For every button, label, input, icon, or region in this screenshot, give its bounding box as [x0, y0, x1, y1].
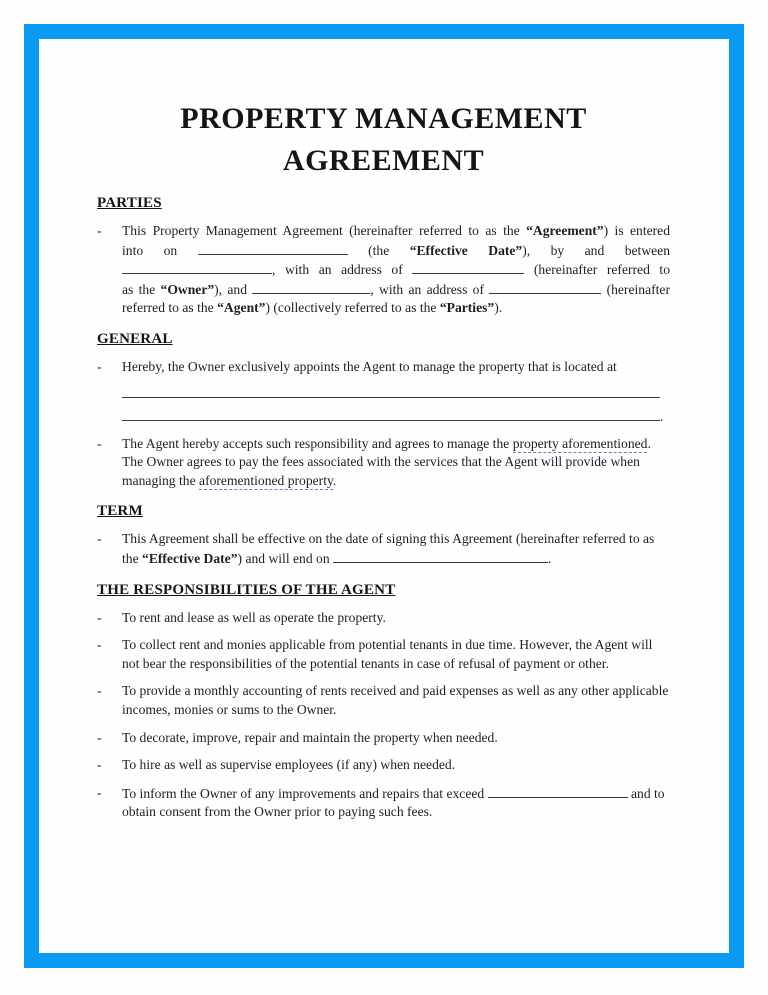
bullet-dash: -	[97, 784, 102, 800]
general-bullet-2-sentence-1: The Agent hereby accepts such responsibility and agrees to manage the property aforementioned.	[122, 435, 651, 451]
fill-in-blank	[489, 280, 601, 294]
bullet-dash: -	[97, 531, 102, 547]
responsibility-item	[97, 784, 670, 822]
general-bullet-1-text: Hereby, the Owner exclusively appoints the Agent to manage the property that is located at	[122, 358, 617, 374]
document-content	[97, 0, 670, 822]
title-line-2: AGREEMENT	[282, 144, 485, 177]
parties-line-2: into on (the “Effective Date”), by and between	[122, 242, 670, 258]
dashed-underlined-text: property aforementioned	[512, 435, 648, 451]
dashed-underlined-text: aforementioned property	[199, 472, 333, 488]
bullet-dash: -	[97, 358, 102, 374]
section-heading-term: TERM	[97, 503, 143, 520]
fill-in-blank	[252, 280, 370, 294]
property-address-blank-line-1	[122, 384, 670, 403]
responsibility-item: - To rent and lease as well as operate the property.	[97, 609, 670, 628]
responsibility-item: - To hire as well as supervise employees (if any) when needed.	[97, 756, 670, 775]
section-heading-general: GENERAL	[97, 330, 173, 347]
bullet-dash: -	[97, 683, 102, 699]
bullet-dash: -	[97, 729, 102, 745]
parties-bullet	[97, 222, 670, 318]
fill-in-blank	[122, 384, 660, 398]
property-address-blank-line-2: .	[122, 407, 670, 426]
bullet-dash: -	[97, 435, 102, 451]
parties-paragraph	[122, 222, 670, 318]
general-bullet-2	[97, 435, 670, 491]
term-bullet-text: This Agreement shall be effective on the date of signing this Agreement (hereinafter referred to as the “Effective Date”) and will end on .	[122, 531, 655, 566]
fill-in-blank	[488, 784, 628, 798]
section-heading-responsibilities: THE RESPONSIBILITIES OF THE AGENT	[97, 581, 396, 598]
parties-line-1: This Property Management Agreement (hereinafter referred to as the “Agreement”) is entered	[122, 223, 671, 238]
general-bullet-1	[97, 358, 670, 426]
responsibility-item: - To provide a monthly accounting of rents received and paid expenses as well as any other applicable incomes, monies or sums to the Owner.	[97, 682, 670, 719]
document-title	[97, 98, 670, 182]
section-heading-parties: PARTIES	[97, 195, 162, 211]
fill-in-blank	[412, 260, 524, 274]
fill-in-blank	[122, 260, 272, 274]
parties-line-3: , with an address of (hereinafter referred to	[122, 260, 670, 280]
term-bullet	[97, 530, 670, 568]
parties-line-4: as the “Owner”), and , with an address of (hereinafter	[122, 281, 670, 297]
fill-in-blank	[333, 549, 548, 563]
parties-line-5: referred to as the “Agent”) (collectively referred to as the “Parties”).	[122, 300, 503, 316]
general-bullet-2-sentence-2: The Owner agrees to pay the fees associated with the services that the Agent will provide when managing the aforementioned property.	[122, 454, 640, 488]
fill-in-blank	[122, 407, 660, 421]
responsibility-item: - To decorate, improve, repair and maintain the property when needed.	[97, 729, 670, 748]
title-line-1: PROPERTY MANAGEMENT	[180, 102, 587, 135]
bullet-dash: -	[97, 637, 102, 653]
bullet-dash: -	[97, 609, 102, 625]
fill-in-blank	[198, 241, 348, 255]
responsibility-item: - To collect rent and monies applicable from potential tenants in due time. However, the Agent will not bear the responsibilities of the potential tenants in case of refusal of payment or other.	[97, 636, 670, 673]
responsibility-item-text: To inform the Owner of any improvements and repairs that exceed and to obtain consent from the Owner prior to paying such fees.	[122, 785, 665, 820]
bullet-dash: -	[97, 757, 102, 773]
bullet-dash: -	[97, 223, 102, 238]
